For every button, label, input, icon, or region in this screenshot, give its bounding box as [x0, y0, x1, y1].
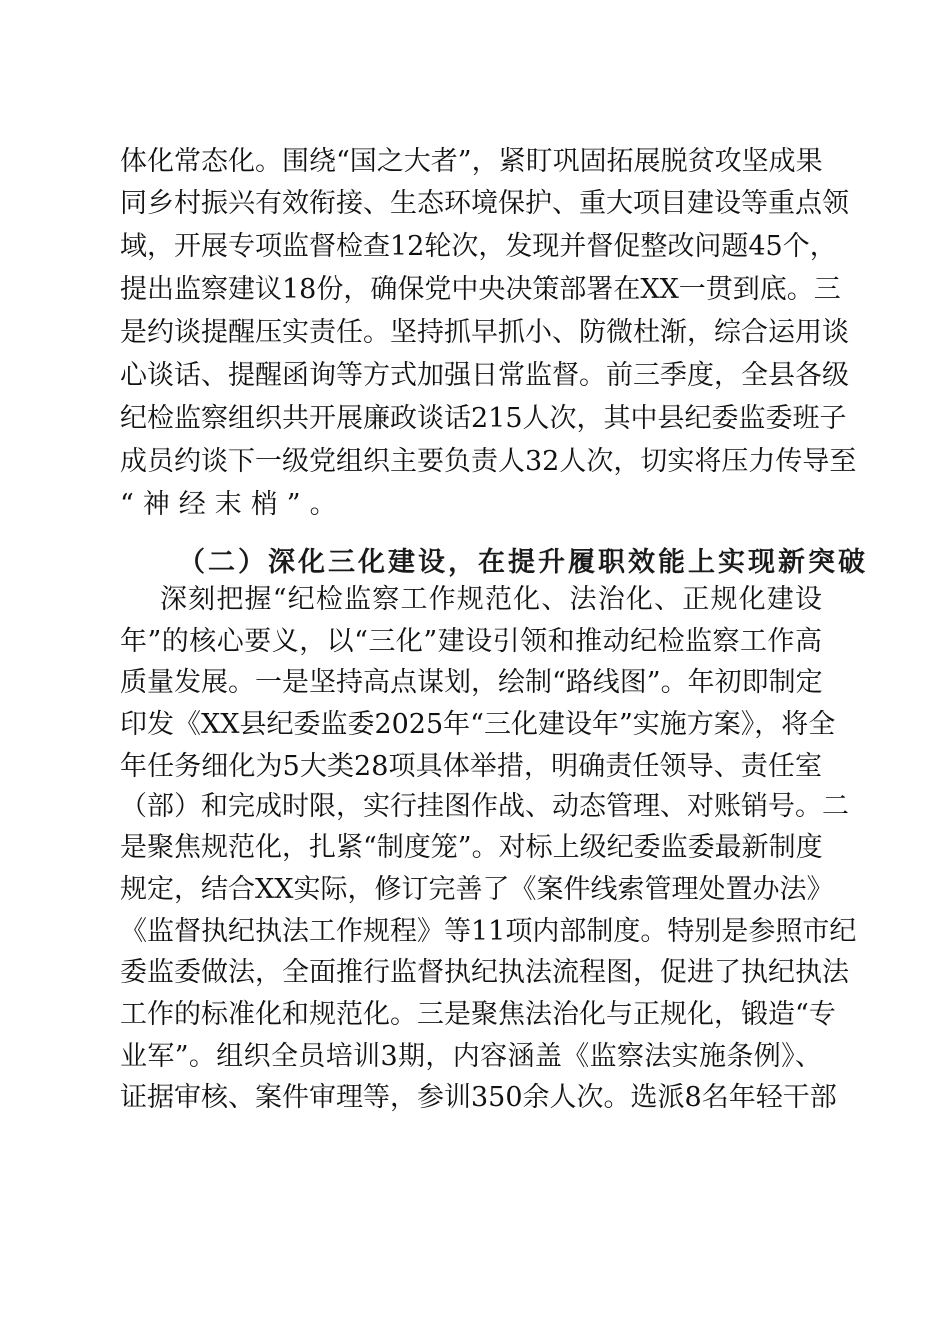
paragraph-line: 域，开展专项监督检查12轮次，发现并督促整改问题45个，: [120, 231, 837, 262]
paragraph-line: 规定，结合XX实际，修订完善了《案件线索管理处置办法》: [120, 874, 834, 905]
paragraph-line: 是约谈提醒压实责任。坚持抓早抓小、防微杜渐，综合运用谈: [120, 317, 849, 348]
paragraph-line: 同乡村振兴有效衔接、生态环境保护、重大项目建设等重点领: [120, 188, 849, 219]
paragraph-line: “神经末梢”。: [120, 489, 346, 520]
paragraph-line: 纪检监察组织共开展廉政谈话215人次，其中县纪委监委班子: [120, 403, 847, 434]
paragraph-line: 深刻把握“纪检监察工作规范化、法治化、正规化建设: [160, 584, 822, 615]
section-heading: （二）深化三化建设，在提升履职效能上实现新突破: [178, 547, 868, 578]
paragraph-line: 印发《XX县纪委监委2025年“三化建设年”实施方案》，将全: [120, 709, 836, 740]
paragraph-line: 质量发展。一是坚持高点谋划，绘制“路线图”。年初即制定: [120, 667, 823, 698]
paragraph-line: 提出监察建议18份，确保党中央决策部署在XX一贯到底。三: [120, 274, 841, 305]
paragraph-line: 证据审核、案件审理等，参训350余人次。选派8名年轻干部: [120, 1082, 837, 1113]
paragraph-line: 成员约谈下一级党组织主要负责人32人次，切实将压力传导至: [120, 446, 857, 477]
paragraph-line: 体化常态化。围绕“国之大者”，紧盯巩固拓展脱贫攻坚成果: [120, 146, 823, 177]
paragraph-line: 是聚焦规范化，扎紧“制度笼”。对标上级纪委监委最新制度: [120, 832, 823, 863]
paragraph-line: 心谈话、提醒函询等方式加强日常监督。前三季度，全县各级: [120, 360, 849, 391]
paragraph-line: 委监委做法，全面推行监督执纪执法流程图，促进了执纪执法: [120, 957, 849, 988]
paragraph-line: （部）和完成时限，实行挂图作战、动态管理、对账销号。二: [120, 791, 849, 822]
paragraph-line: 工作的标准化和规范化。三是聚焦法治化与正规化，锻造“专: [120, 999, 836, 1030]
paragraph-line: 业军”。组织全员培训3期，内容涵盖《监察法实施条例》、: [120, 1041, 822, 1072]
paragraph-line: 年任务细化为5大类28项具体举措，明确责任领导、责任室: [120, 751, 822, 782]
paragraph-line: 年”的核心要义，以“三化”建设引领和推动纪检监察工作高: [120, 626, 822, 657]
paragraph-line: 《监督执纪执法工作规程》等11项内部制度。特别是参照市纪: [120, 916, 857, 947]
